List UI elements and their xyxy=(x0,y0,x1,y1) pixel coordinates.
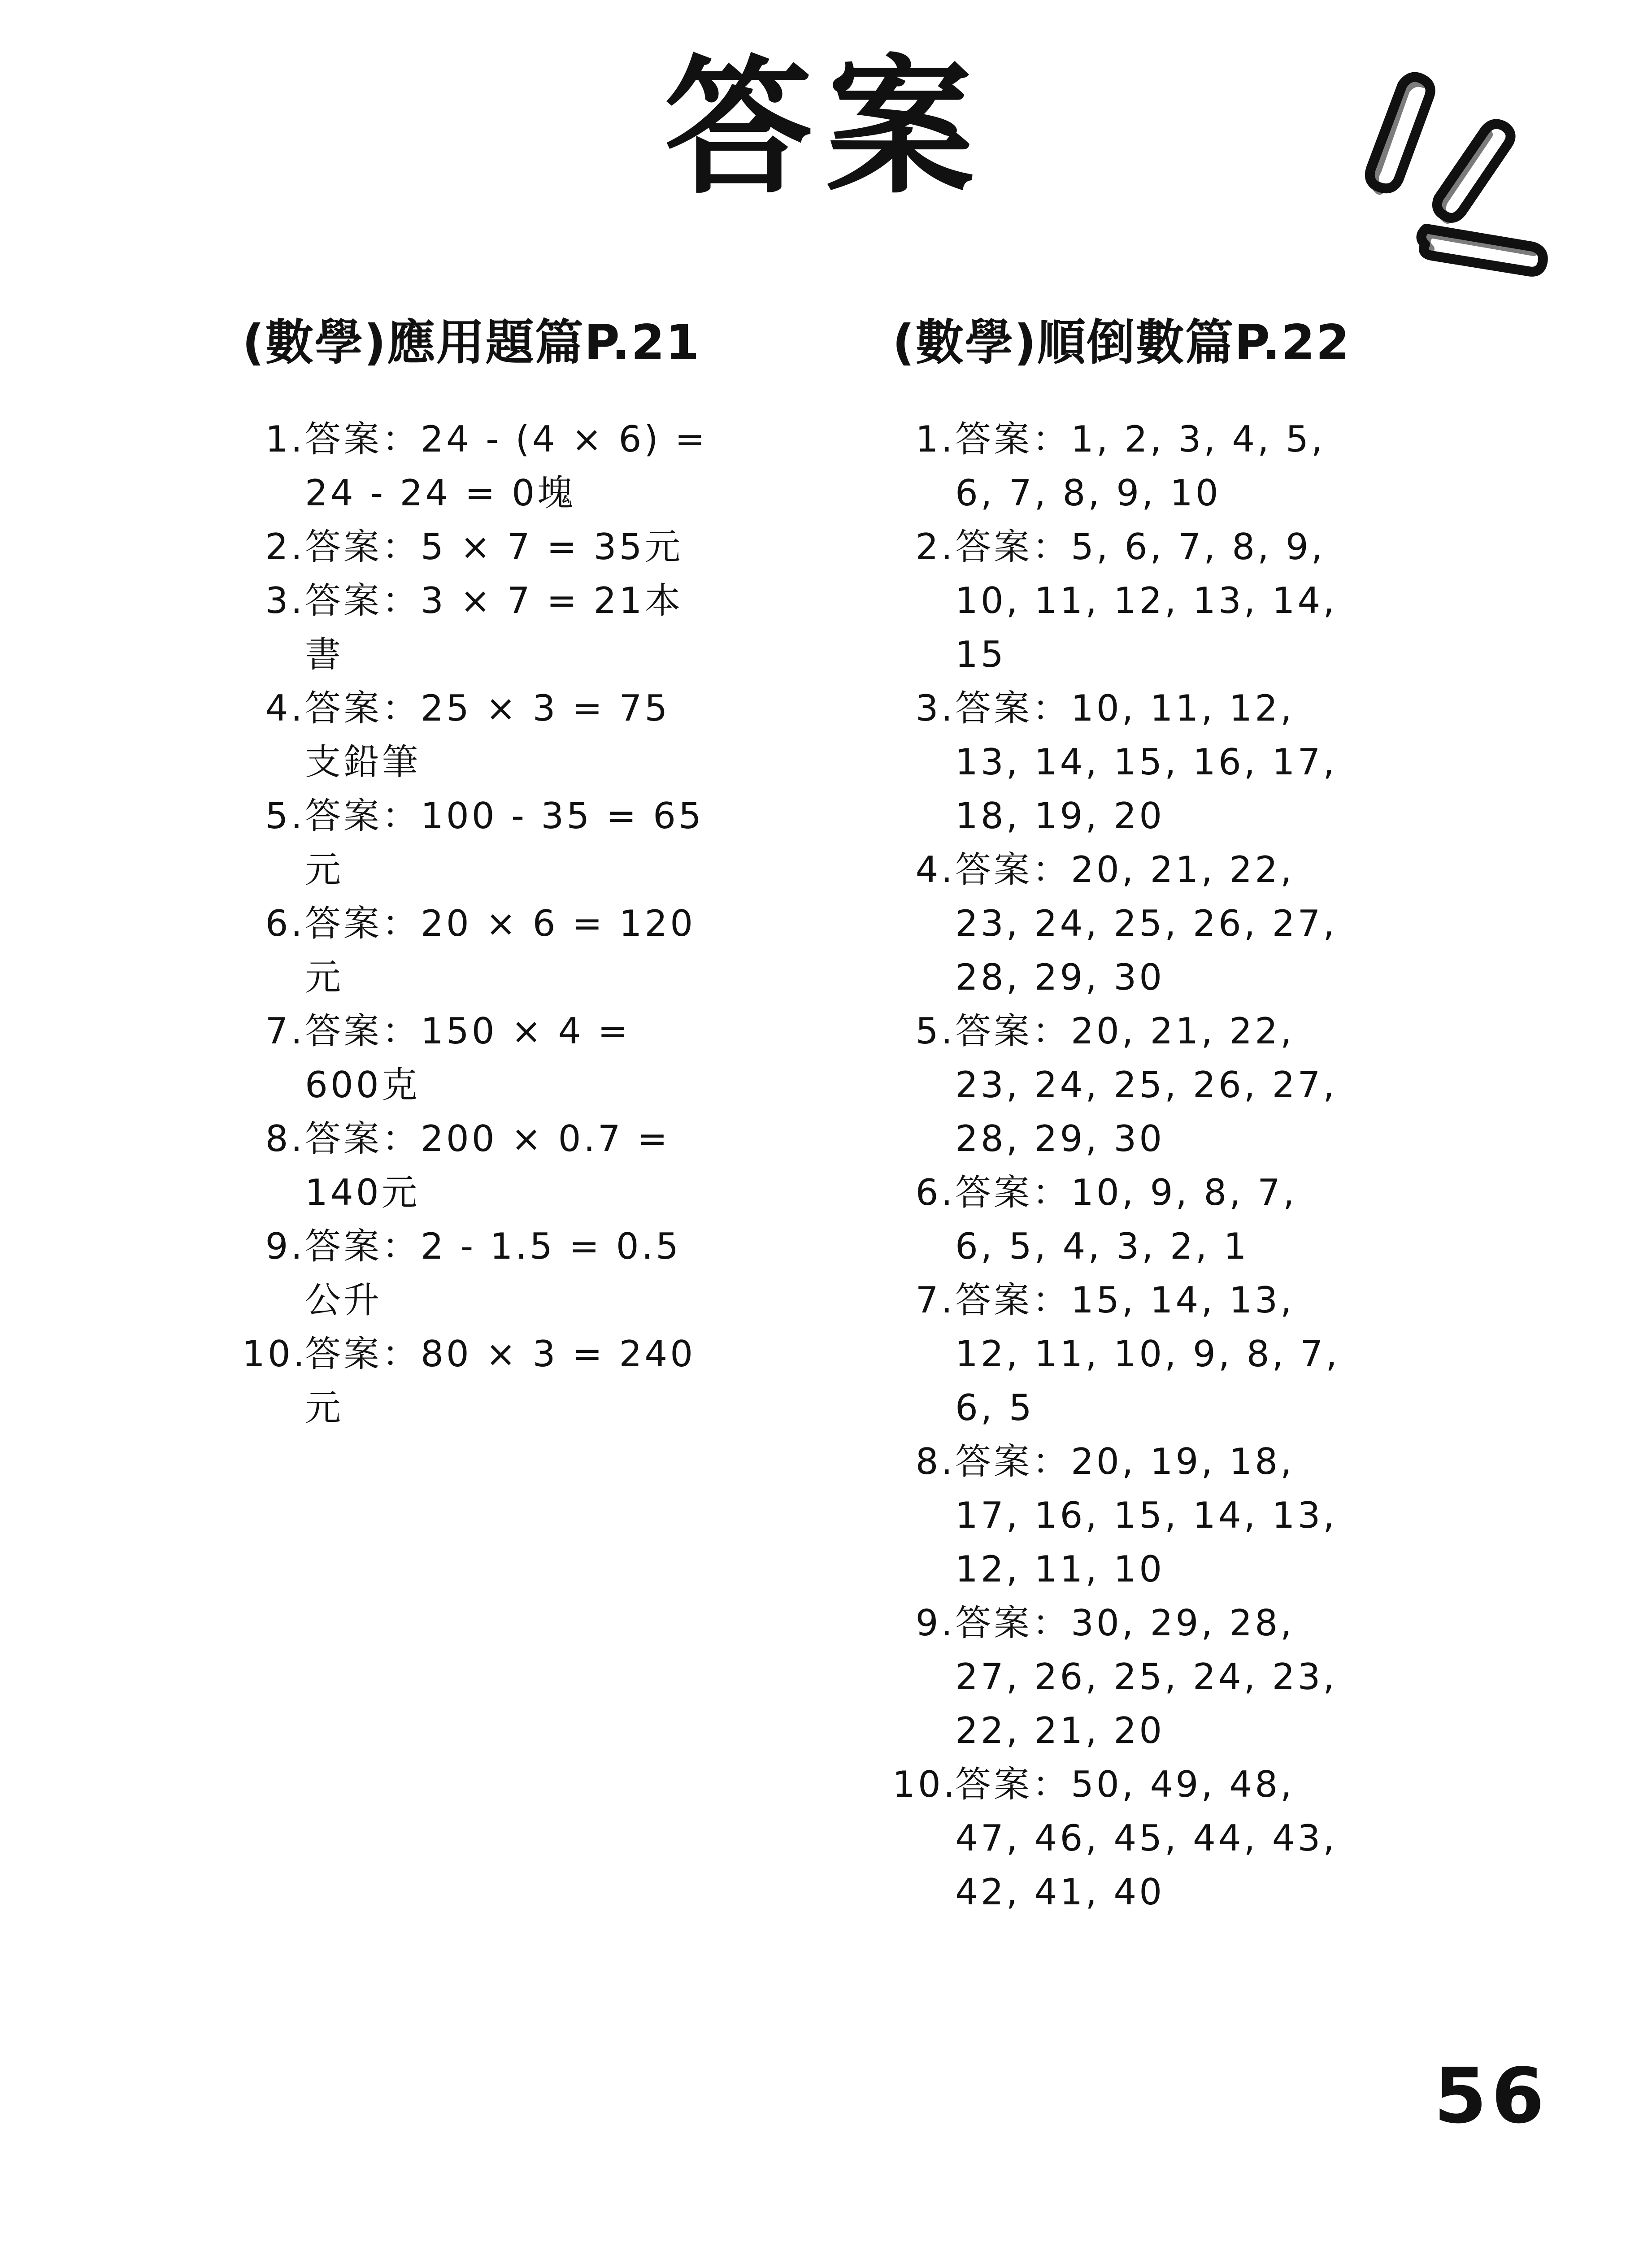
item-text: 答案：150 × 4 = 600克 xyxy=(305,1010,630,1106)
list-item xyxy=(892,682,1475,843)
item-text: 答案：20, 19, 18, 17, 16, 15, 14, 13, 12, 11, 10 xyxy=(955,1440,1337,1590)
item-number: 2. xyxy=(915,526,955,568)
list-item xyxy=(242,413,825,520)
list-item xyxy=(242,574,825,682)
item-number: 3. xyxy=(915,687,955,729)
item-text: 答案：30, 29, 28, 27, 26, 25, 24, 23, 22, 21, 20 xyxy=(955,1602,1337,1751)
item-text: 答案：5, 6, 7, 8, 9, 10, 11, 12, 13, 14, 15 xyxy=(955,526,1337,675)
list-item xyxy=(892,1166,1475,1273)
item-text: 答案：10, 11, 12, 13, 14, 15, 16, 17, 18, 19, 20 xyxy=(955,687,1337,837)
list-item xyxy=(242,1220,825,1327)
list-item xyxy=(892,843,1475,1004)
list-item xyxy=(892,520,1475,682)
item-text: 答案：200 × 0.7 = 140元 xyxy=(305,1117,670,1213)
list-item xyxy=(242,1112,825,1220)
item-number: 4. xyxy=(915,848,955,891)
item-number: 7. xyxy=(265,1010,305,1052)
item-text: 答案：25 × 3 = 75支鉛筆 xyxy=(305,687,670,783)
list-item xyxy=(892,1004,1475,1166)
item-number: 10. xyxy=(242,1333,308,1375)
list-item xyxy=(242,682,825,789)
section-heading-counting: (數學)順倒數篇P.22 xyxy=(892,315,1351,371)
item-number: 4. xyxy=(265,687,305,729)
emphasis-strokes-icon xyxy=(1354,67,1561,291)
list-item xyxy=(892,1273,1475,1435)
right-column xyxy=(892,314,1475,1919)
item-number: 7. xyxy=(915,1279,955,1321)
item-number: 3. xyxy=(265,579,305,621)
left-column xyxy=(242,314,825,1435)
item-number: 8. xyxy=(265,1117,305,1160)
list-item xyxy=(892,413,1475,520)
item-number: 9. xyxy=(265,1225,305,1267)
list-item xyxy=(892,1435,1475,1596)
section-heading-word-problems: (數學)應用題篇P.21 xyxy=(242,315,700,371)
item-text: 答案：20 × 6 = 120元 xyxy=(305,902,696,998)
item-text: 答案：5 × 7 = 35元 xyxy=(305,526,683,568)
item-text: 答案：10, 9, 8, 7, 6, 5, 4, 3, 2, 1 xyxy=(955,1171,1297,1267)
item-text: 答案：24 - (4 × 6) = 24 - 24 = 0塊 xyxy=(305,418,708,514)
item-text: 答案：20, 21, 22, 23, 24, 25, 26, 27, 28, 29, 30 xyxy=(955,1010,1337,1160)
item-number: 9. xyxy=(915,1602,955,1644)
item-text: 答案：15, 14, 13, 12, 11, 10, 9, 8, 7, 6, 5 xyxy=(955,1279,1340,1429)
item-text: 答案：50, 49, 48, 47, 46, 45, 44, 43, 42, 41, 40 xyxy=(955,1763,1337,1913)
item-text: 答案：80 × 3 = 240元 xyxy=(305,1333,696,1429)
list-item xyxy=(242,897,825,1004)
list-item xyxy=(892,1758,1475,1919)
list-item xyxy=(242,520,825,574)
item-text: 答案：2 - 1.5 = 0.5公升 xyxy=(305,1225,681,1321)
item-text: 答案：3 × 7 = 21本書 xyxy=(305,579,683,675)
item-number: 2. xyxy=(265,526,305,568)
list-item xyxy=(892,1596,1475,1758)
item-text: 答案：100 - 35 = 65元 xyxy=(305,795,704,891)
answer-list-word-problems xyxy=(242,413,825,1435)
item-number: 5. xyxy=(265,795,305,837)
list-item xyxy=(242,1327,825,1435)
item-number: 1. xyxy=(265,418,305,460)
item-text: 答案：1, 2, 3, 4, 5, 6, 7, 8, 9, 10 xyxy=(955,418,1326,514)
item-number: 5. xyxy=(915,1010,955,1052)
list-item xyxy=(242,789,825,897)
item-number: 1. xyxy=(915,418,955,460)
page-title: 答案 xyxy=(665,42,987,214)
item-number: 10. xyxy=(892,1763,958,1805)
answer-list-counting xyxy=(892,413,1475,1919)
item-number: 6. xyxy=(915,1171,955,1213)
page-number: 56 xyxy=(1434,2052,1549,2141)
list-item xyxy=(242,1004,825,1112)
item-text: 答案：20, 21, 22, 23, 24, 25, 26, 27, 28, 29, 30 xyxy=(955,848,1337,998)
item-number: 8. xyxy=(915,1440,955,1482)
item-number: 6. xyxy=(265,902,305,944)
